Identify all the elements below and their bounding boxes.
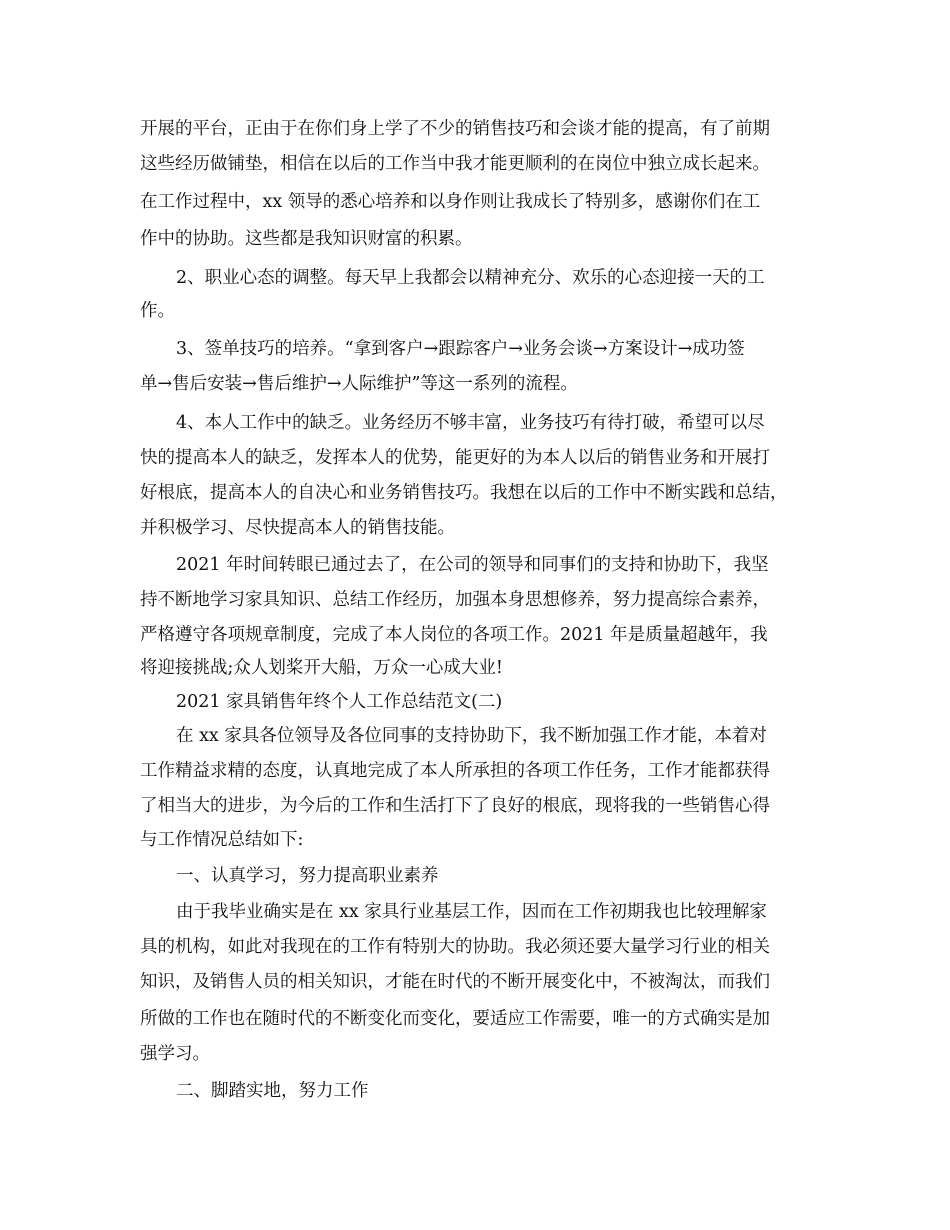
body-text-line: 在工作过程中，xx 领导的悉心培养和以身作则让我成长了特别多，感谢你们在工 (140, 192, 761, 212)
body-text-line: 将迎接挑战;众人划桨开大船，万众一心成大业! (140, 658, 503, 678)
body-text-line: 4、本人工作中的缺乏。业务经历不够丰富，业务技巧有待打破，希望可以尽 (176, 413, 765, 433)
subsection-heading: 二、脚踏实地，努力工作 (176, 1081, 369, 1101)
body-text-line: 所做的工作也在随时代的不断变化而变化，要适应工作需要，唯一的方式确实是加 (140, 1009, 770, 1029)
body-text-line: 2、职业心态的调整。每天早上我都会以精神充分、欢乐的心态迎接一天的工 (176, 268, 765, 288)
body-text-line: 这些经历做铺垫，相信在以后的工作当中我才能更顺利的在岗位中独立成长起来。 (140, 154, 770, 174)
body-text-line: 由于我毕业确实是在 xx 家具行业基层工作，因而在工作初期我也比较理解家 (176, 902, 767, 922)
body-text-line: 并积极学习、尽快提高本人的销售技能。 (140, 518, 455, 538)
body-text-line: 严格遵守各项规章制度，完成了本人岗位的各项工作。2021 年是质量超越年，我 (140, 625, 768, 645)
body-text-line: 知识，及销售人员的相关知识，才能在时代的不断开展变化中，不被淘汰，而我们 (140, 972, 770, 992)
body-text-line: 持不断地学习家具知识、总结工作经历，加强本身思想修养，努力提高综合素养， (140, 590, 770, 610)
body-text-line: 了相当大的进步，为今后的工作和生活打下了良好的根底，现将我的一些销售心得 (140, 796, 770, 816)
body-text-line: 好根底，提高本人的自决心和业务销售技巧。我想在以后的工作中不断实践和总结， (140, 483, 788, 503)
body-text-line: 具的机构，如此对我现在的工作有特别大的协助。我必须还要大量学习行业的相关 (140, 937, 770, 957)
body-text-line: 强学习。 (140, 1044, 210, 1064)
body-text-line: 作。 (140, 301, 175, 321)
body-text-line: 开展的平台，正由于在你们身上学了不少的销售技巧和会谈才能的提高，有了前期 (140, 119, 770, 139)
body-text-line: 作中的协助。这些都是我知识财富的积累。 (140, 229, 473, 249)
body-text-line: 3、签单技巧的培养。“拿到客户→跟踪客户→业务会谈→方案设计→成功签 (176, 339, 745, 359)
body-text-line: 快的提高本人的缺乏，发挥本人的优势，能更好的为本人以后的销售业务和开展打 (140, 448, 770, 468)
body-text-line: 与工作情况总结如下: (140, 830, 304, 850)
body-text-line: 2021 年时间转眼已通过去了，在公司的领导和同事们的支持和协助下，我坚 (176, 555, 769, 575)
body-text-line: 在 xx 家具各位领导及各位同事的支持协助下，我不断加强工作才能，本着对 (176, 726, 767, 746)
section-heading: 2021 家具销售年终个人工作总结范文(二) (176, 692, 503, 712)
subsection-heading: 一、认真学习，努力提高职业素养 (176, 866, 439, 886)
body-text-line: 工作精益求精的态度，认真地完成了本人所承担的各项工作任务，工作才能都获得 (140, 761, 770, 781)
body-text-line: 单→售后安装→售后维护→人际维护”等这一系列的流程。 (140, 374, 578, 394)
